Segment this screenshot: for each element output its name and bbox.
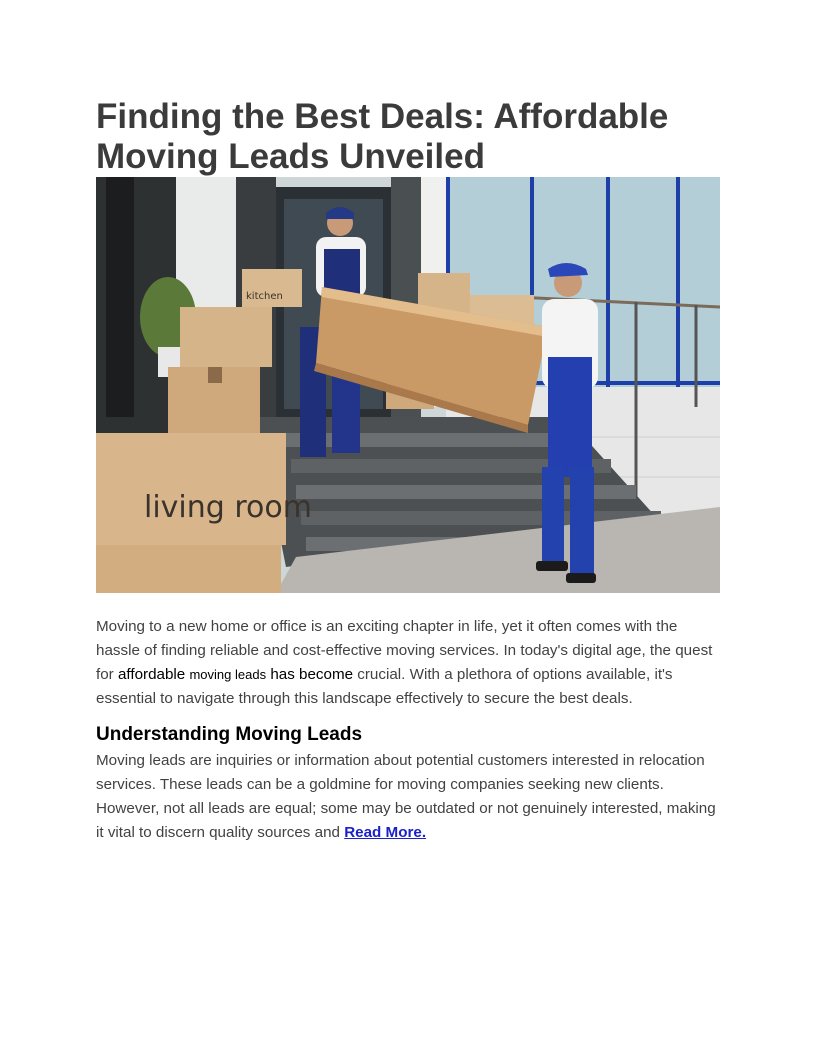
section-paragraph [96, 749, 720, 845]
document-page [96, 0, 720, 845]
intro-paragraph [96, 615, 720, 711]
title-line-1: Finding the Best Deals: Affordable [96, 97, 669, 136]
intro-text-end: crucial. With a plethora of options available, it's essential to navigate through this landscape effectively to secure the best deals. [96, 666, 673, 707]
link-affordable[interactable]: affordable [117, 666, 186, 683]
article-title [96, 0, 720, 177]
read-more-link[interactable]: Read More. [344, 824, 427, 841]
section-heading: Understanding Moving Leads [96, 724, 363, 745]
box-label-kitchen: kitchen [246, 291, 283, 302]
link-moving-leads[interactable]: moving leads [189, 667, 267, 682]
intro-text-start: Moving to a new home or office is an exciting chapter in life, yet it often comes with the hassle of finding reliable and cost-effective moving services. In today's digital age, the quest for [96, 618, 713, 683]
hero-image-movers [96, 177, 720, 593]
title-line-2: Moving Leads Unveiled [96, 137, 485, 176]
box-label-living-room: living room [144, 490, 312, 525]
section-text: Moving leads are inquiries or information about potential customers interested in relocation services. These leads can be a goldmine for moving companies seeking new clients. However, not all leads are equal; some may be outdated or not genuinely interested, making it vital to discern quality sources and [96, 752, 716, 841]
link-has-become[interactable]: has become [270, 666, 354, 683]
